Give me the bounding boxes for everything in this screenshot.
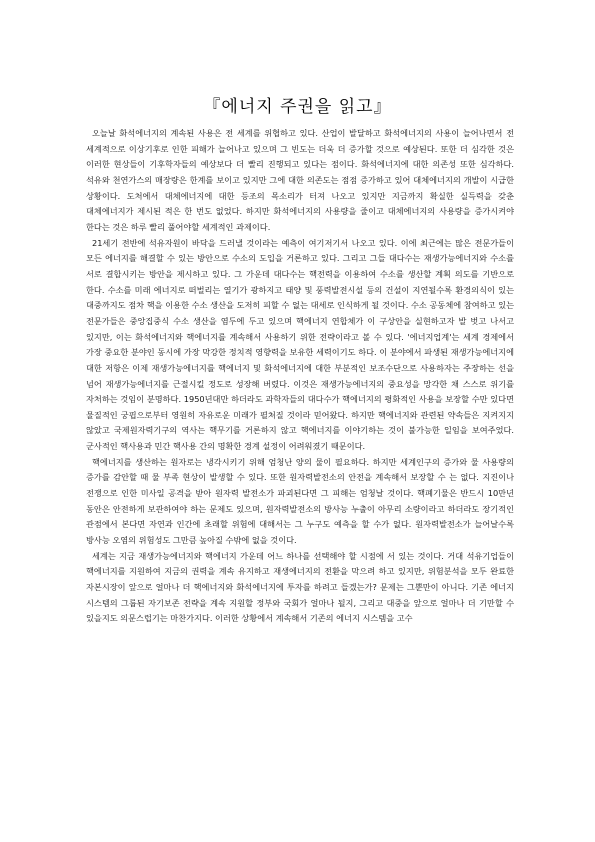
paragraph-2: 21세기 전반에 석유자원이 바닥을 드러낼 것이라는 예측이 여기저기서 나오고 있다. 이에 최근에는 많은 전문가들이 모든 에너지를 해결할 수 있는 방안으로 수소의 도입을 거론하고 있다. 그리고 그들 대다수는 재생가능에너지와 수소를 서로 결합시키는 방안을 제시하고 있다. 그 가운데 대다수는 핵전력을 이용하여 수소를 생산할 계획 의도를 기반으로 한다. 수소를 미래 에너지로 떠벌리는 열기가 광하지고 태양 및 풍력발전시설 등의 건설이 지연될수록 환경의식이 있는 대중까지도 점차 핵을 이용한 수소 생산을 도저히 피할 수 없는 대세로 인식하게 될 것이다. 수소 공동체에 참여하고 있는 전문가들은 중앙집중식 수소 생산을 염두에 두고 있으며 핵에너지 연합체가 이 구상안을 실현하고자 발 벗고 나서고 있지만, 이는 화석에너지와 핵에너지를 계속해서 사용하기 위한 전략이라고 볼 수 있다. '에너지업계'는 세계 경제에서 가장 중요한 분야인 동시에 가장 막강한 정치적 영향력을 보유한 세력이기도 하다. 이 분야에서 파생된 재생가능에너지에 대한 저항은 이제 재생가능에너지를 핵에너지 및 화석에너지에 대한 부분적인 보조수단으로 사용하자는 주장하는 선을 넘어 재생가능에너지를 근절시킬 정도로 성장해 버렸다. 이것은 재생가능에너지의 중요성을 망각한 채 스스로 위기를 자처하는 것임이 분명하다. 1950년대만 하더라도 과학자들의 대다수가 핵에너지의 평화적인 사용을 보장할 수만 있다면 물질적인 궁핍으로부터 영원히 자유로운 미래가 펼쳐질 것이라 믿어왔다. 하지만 핵에너지와 관련된 약속들은 지켜지지 않았고 국제원자력기구의 역사는 핵무기를 거론하지 않고 핵에너지를 이야기하는 것이 불가능한 일임을 보여주었다. 군사적인 핵사용과 민간 핵사용 간의 명확한 경계 설정이 어려워졌기 때문이다. [86, 237, 514, 452]
paragraph-4: 세계는 지금 재생가능에너지와 핵에너지 가운데 어느 하나를 선택해야 할 시점에 서 있는 것이다. 거대 석유기업들이 핵에너지를 지원하여 지금의 권력을 계속 유지하고 재생에너지의 전환을 막으려 하고 있지만, 위험분석을 모두 완료한 자본시장이 앞으로 얼마나 더 핵에너지와 화석에너지에 투자를 하려고 들겠는가? 문제는 그뿐만이 아니다. 기존 에너지 시스템의 그룹된 자기보존 전략을 계속 지원할 정부와 국회가 얼마나 될지, 그리고 대중을 앞으로 얼마나 더 기만할 수 있을지도 의문스럽기는 마찬가지다. 이러한 상황에서 계속해서 기존의 에너지 시스템을 고수 [86, 550, 514, 624]
paragraph-1: 오늘날 화석에너지의 계속된 사용은 전 세계를 위협하고 있다. 산업이 발달하고 화석에너지의 사용이 늘어나면서 전 세계적으로 이상기후로 인한 피해가 늘어나고 있으며 그 빈도는 더욱 더 증가할 것으로 예상된다. 또한 더 심각한 것은 이러한 현상들이 기후학자들의 예상보다 더 빨리 진행되고 있다는 점이다. 화석에너지에 대한 의존성 또한 심각하다. 석유와 천연가스의 매장량은 한계를 보이고 있지만 그에 대한 의존도는 점점 증가하고 있어 대체에너지의 개발이 시급한 상황이다. 도처에서 대체에너지에 대한 등조의 목소리가 터져 나오고 있지만 지금까지 확실한 실득력을 갖춘 대체에너지가 제시된 적은 한 번도 없었다. 하지만 화석에너지의 사용량을 줄이고 대체에너지의 사용량을 증가시켜야 한다는 것은 하루 빨리 풀어야할 세계적인 과제이다. [86, 128, 514, 232]
document-title: 『에너지 주권을 읽고』 [203, 97, 392, 117]
document-body [86, 126, 514, 627]
paragraph-3: 핵에너지를 생산하는 원자로는 냉각시키기 위해 엄청난 양의 물이 필요하다. 하지만 세계인구의 증가와 물 사용량의 증가를 감안할 때 물 부족 현상이 발생할 수 있다. 또한 원자력발전소의 안전을 계속해서 보장할 수 는 없다. 지진이나 전쟁으로 인한 미사일 공격을 받아 원자력 발전소가 파괴된다면 그 피해는 엄청날 것이다. 핵폐기물은 반드시 10만년 동안은 안전하게 보관하여야 하는 문제도 있으며, 원자력발전소의 방사능 누출이 아무리 소량이라고 하더라도 장기적인 관점에서 본다면 자연과 인간에 초래할 위험에 대해서는 그 누구도 예측을 할 수가 없다. 원자력발전소가 늘어날수록 방사능 오염의 위험성도 그만큼 높아질 수밖에 없을 것이다. [86, 456, 514, 546]
